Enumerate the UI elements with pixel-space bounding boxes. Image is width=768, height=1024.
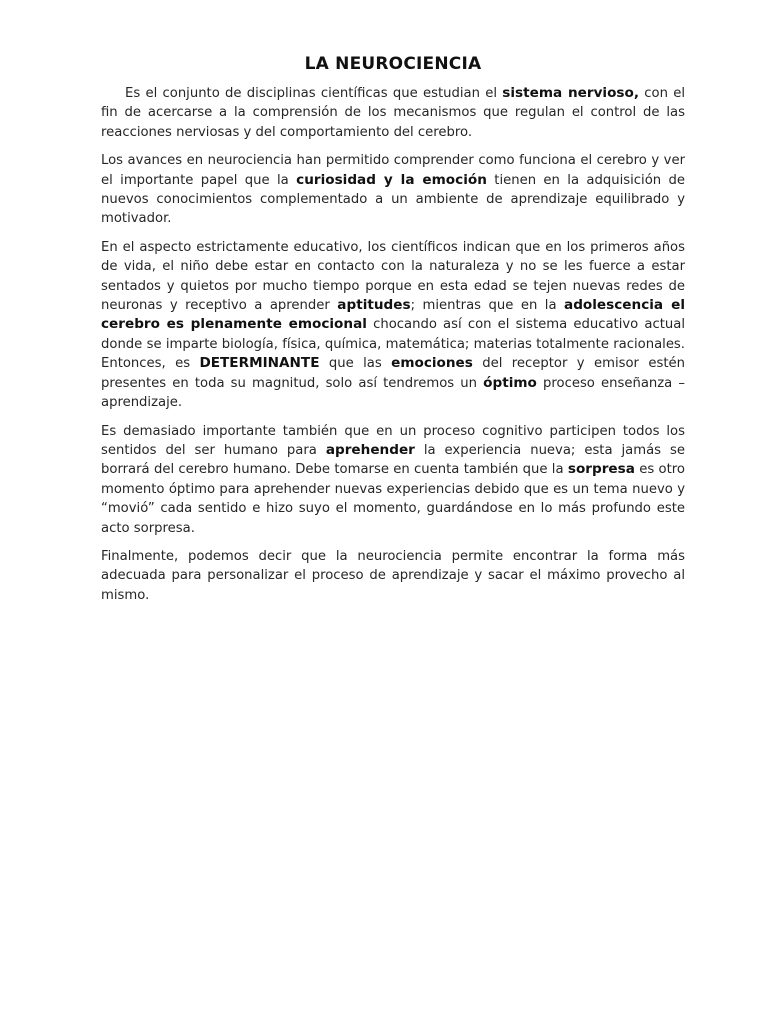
bold-term-adolescencia: adolescencia el cerebro es plenamente emocional: [101, 297, 685, 333]
bold-term-sistema-nervioso: sistema nervioso,: [502, 85, 640, 101]
text-run: Finalmente, podemos decir que la neurociencia permite encontrar la forma más adecuada para personalizar el proceso de aprendizaje y sacar el máximo provecho al mismo.: [101, 548, 685, 603]
text-run: la experiencia nueva; esta jamás se borrará del cerebro humano. Debe tomarse en cuenta también que la: [101, 442, 685, 478]
bold-term-determinante: DETERMINANTE: [199, 355, 320, 372]
text-run: que las: [319, 356, 392, 372]
text-run: Es el conjunto de disciplinas científicas que estudian el: [125, 86, 503, 101]
text-run: Es demasiado importante también que en un proceso cognitivo participen todos los sentidos del ser humano para: [101, 423, 685, 458]
bold-term-curiosidad-emocion: curiosidad y la emoción: [296, 171, 487, 188]
text-run: Los avances en neurociencia han permitido comprender como funciona el cerebro y ver el importante papel que la: [101, 153, 685, 188]
paragraph-definition: [101, 84, 685, 142]
text-run: En el aspecto estrictamente educativo, los científicos indican que en los primeros años de vida, el niño debe estar en contacto con la naturaleza y no se les fuerce a estar sentados y quietos por mucho tiempo porque en esta edad se tejen nuevas redes de neuronas y receptivo a aprender: [101, 239, 685, 314]
bold-term-aptitudes: aptitudes: [337, 297, 411, 314]
paragraph-conclusion: [101, 547, 685, 605]
bold-term-optimo: óptimo: [483, 374, 537, 391]
text-run: proceso enseñanza – aprendizaje.: [101, 375, 685, 411]
text-run: es otro momento óptimo para aprehender nuevas experiencias debido que es un tema nuevo y “movió” cada sentido e hizo suyo el momento, guardándose en lo más profundo este acto sorpresa.: [101, 462, 685, 536]
text-run: del receptor y emisor estén presentes en toda su magnitud, solo así tendremos un: [101, 356, 685, 391]
document-title: LA NEUROCIENCIA: [304, 54, 482, 74]
paragraph-advances: [101, 151, 685, 229]
bold-term-aprehender: aprehender: [325, 441, 415, 458]
paragraph-educational: [101, 238, 685, 413]
text-run: ; mientras que en la: [410, 298, 565, 314]
text-run: chocando así con el sistema educativo actual donde se imparte biología, física, química, matemática; materias totalmente racionales. Entonces, es: [101, 317, 686, 372]
text-run: con el fin de acercarse a la comprensión de los mecanismos que regulan el control de las reacciones nerviosas y del comportamiento del cerebro.: [101, 86, 686, 140]
text-run: tienen en la adquisición de nuevos conocimientos complementado a un ambiente de aprendizaje equilibrado y motivador.: [101, 172, 685, 227]
paragraph-senses: [101, 422, 685, 538]
bold-term-emociones: emociones: [391, 355, 473, 372]
bold-term-sorpresa: sorpresa: [567, 461, 635, 478]
document-page: [101, 52, 685, 614]
